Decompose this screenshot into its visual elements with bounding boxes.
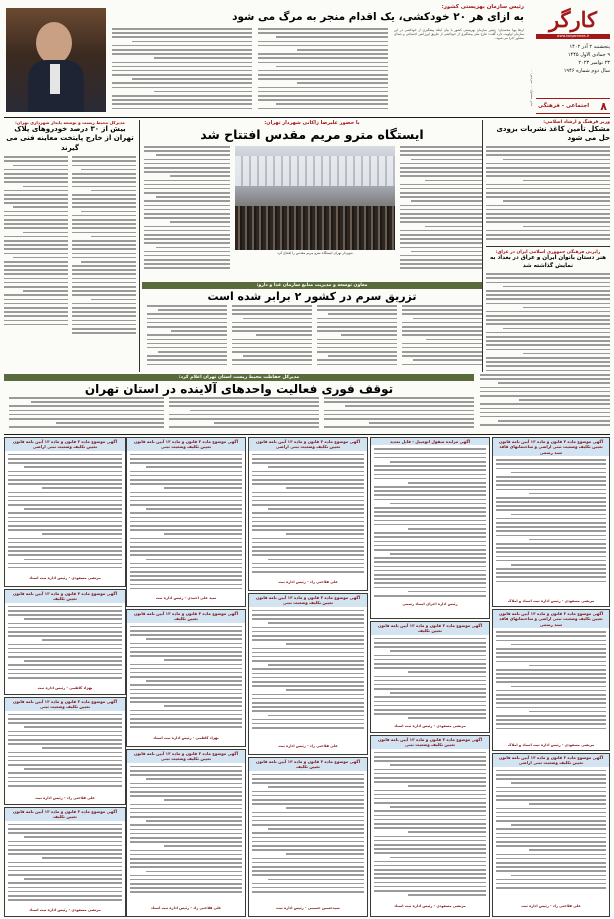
serum-story	[142, 282, 482, 372]
date-block: پنجشنبه ۲ آذر ۱۴۰۲ ۹ جمادی الاول ۱۴۴۵ ۲۳ نوامبر ۲۰۲۳ سال دوم شماره ۱۹۴۶	[563, 44, 610, 74]
ad-notice: آگهی موضوع ماده ۳ قانون و ماده ۱۳ آیین نامه قانون تعیین تکلیف سیدحسین حسینی - رئیس اداره ثبت	[248, 757, 368, 917]
ad-notice: آگهی موضوع ماده ۳ قانون و ماده ۱۳ آیین نامه قانون تعیین تکلیف وضعیت ثبتی علی فلاحتی راد - رئیس اداره ثبت اسناد	[126, 749, 246, 917]
top-story-photo	[6, 8, 106, 112]
side-note: مدیر مسئول: ... سردبیر: ...	[530, 68, 534, 106]
metro-story: با حضور علیرضا زاکانی شهردار تهران: ایستگاه مترو مریم مقدس افتتاح شد شهردار تهران ایستگاه مترو مریم مقدس را افتتاح کرد	[142, 120, 482, 280]
paper-story-headline: مشکل تأمین کاغذ نشریات بزودی حل می شود	[496, 125, 610, 142]
ad-notice: آگهی موضوع ماده ۳ قانون و ماده ۱۳ آیین نامه قانون تعیین تکلیف وضعیت ثبتی مرتضی مسعودی - رئیس اداره ثبت اسناد	[370, 735, 490, 917]
exhibition-headline: هنر دستان بانوان ایران و عراق در بغداد به نمایش گذاشته شد	[490, 255, 606, 269]
masthead	[536, 4, 610, 114]
vehicles-story: مدیرکل محیط زیست و توسعه پایدار شهرداری تهران: بیش از ۳۰ درصد خودروهای پلاک تهران از خارج پایتخت معاینه فنی می گیرند	[4, 120, 140, 372]
logo: کارگر	[548, 6, 598, 32]
metro-photo	[235, 146, 395, 250]
serum-bar: معاون توسعه و مدیریت منابع سازمان غذا و دارو:	[142, 282, 482, 289]
section-label: اجتماعی - فرهنگی	[538, 103, 590, 109]
section-bar	[536, 98, 610, 114]
ad-notice: آگهی موضوع ماده ۳ قانون و ماده ۱۳ آیین نامه قانون تعیین تکلیف وضعیت ثبتی علی فلاحتی راد - رئیس اداره ثبت	[4, 697, 126, 805]
pollution-headline: توقف فوری فعالیت واحدهای آلاینده در استان تهران	[84, 382, 394, 396]
ad-notice: آگهی موضوع ماده ۳ قانون و ماده ۱۳ آیین نامه قانون تعیین تکلیف مرتضی مسعودی - رئیس اداره ثبت اسناد	[4, 807, 126, 917]
ad-notice: آگهی موضوع ماده ۳ قانون و ماده ۱۳ آیین نامه قانون تعیین تکلیف وضعیت ثبتی اراضی علی فلاحتی راد - رئیس اداره ثبت	[248, 437, 368, 591]
pollution-bar: مدیرکل حفاظت محیط زیست استان تهران اعلام کرد:	[4, 374, 474, 381]
vehicles-headline: بیش از ۳۰ درصد خودروهای پلاک تهران از خارج پایتخت معاینه فنی می گیرند	[6, 125, 134, 152]
metro-photo-caption: شهردار تهران ایستگاه مترو مریم مقدس را افتتاح کرد	[277, 251, 353, 255]
ad-notice: آگهی موضوع ماده ۳ قانون و ماده ۱۳ آیین نامه قانون تعیین تکلیف وضعیت ثبتی اراضی و ساختمانهای فاقد سند رسمی مرتضی مسعودی - رئیس اداره ثبت اسناد و املاک	[492, 437, 610, 607]
metro-story-headline: ایستگاه مترو مریم مقدس افتتاح شد	[200, 127, 424, 142]
top-story-kicker: رئیس سازمان بهزیستی کشور:	[441, 4, 524, 10]
ad-notice: آگهی موضوع ماده ۳ قانون و ماده ۱۳ آیین نامه قانون تعیین تکلیف بهزاد کاظمی - رئیس اداره ثبت اسناد	[126, 609, 246, 747]
ad-notice: آگهی مزایده منقول اتومبیل - قابل تمدید رئیس اداره اجرای اسناد رسمی	[370, 437, 490, 619]
pollution-story	[4, 374, 474, 434]
ad-notice: آگهی موضوع ماده ۳ قانون و ماده ۱۳ آیین نامه قانون تعیین تکلیف وضعیت ثبتی علی فلاحتی راد - رئیس اداره ثبت	[248, 593, 368, 755]
top-story	[112, 4, 524, 114]
ad-notice: آگهی موضوع ماده ۳ قانون و ماده ۱۳ آیین نامه قانون تعیین تکلیف مرتضی مسعودی - رئیس اداره ثبت اسناد	[370, 621, 490, 733]
top-story-headline: به ازای هر ۲۰ خودکشی، یک اقدام منجر به مرگ می شود	[232, 11, 524, 23]
paper-story-tail	[480, 374, 610, 432]
paper-story: وزیر فرهنگ و ارشاد اسلامی: مشکل تأمین کاغذ نشریات بزودی حل می شود رایزنی فرهنگی جمهوری اسلامی ایران در عراق: هنر دستان بانوان ایران و عراق در بغداد به نمایش گذاشته شد	[482, 120, 610, 372]
exhibition-box: رایزنی فرهنگی جمهوری اسلامی ایران در عراق: هنر دستان بانوان ایران و عراق در بغداد به نمایش گذاشته شد	[486, 246, 610, 385]
ad-notice: آگهی موضوع ماده ۳ قانون و ماده ۱۳ آیین نامه قانون تعیین تکلیف وضعیت ثبتی اراضی علی فلاحتی راد - رئیس اداره ثبت	[492, 753, 610, 917]
logo-bar: www.kargarnews.ir	[536, 34, 610, 39]
top-story-body: ارتقا پویا محمدیان؛ رئیس سازمان بهزیستی کشور با بیان اینکه پیشگیری از خودکشی در این سازمان اولویت دارد گفت: طرح ملی پیشگیری از خودکشی از طریق اورژانس اجتماعی و صدای مشاور اجرا می شود...	[112, 28, 524, 112]
ad-notice: آگهی موضوع ماده ۳ قانون و ماده ۱۳ آیین نامه قانون تعیین تکلیف وضعیت ثبتی اراضی و ساختمانهای فاقد سند رسمی مرتضی مسعودی - رئیس اداره ثبت اسناد و املاک	[492, 609, 610, 751]
serum-headline: تزریق سرم در کشور ۲ برابر شده است	[207, 290, 417, 303]
ad-notice: آگهی موضوع ماده ۳ قانون و ماده ۱۳ آیین نامه قانون تعیین تکلیف وضعیت ثبتی سید علی احمدی - رئیس اداره ثبت	[126, 437, 246, 607]
ad-notice: آگهی موضوع ماده ۳ قانون و ماده ۱۳ آیین نامه قانون تعیین تکلیف بهزاد کاظمی - رئیس اداره ثبت	[4, 589, 126, 695]
ads-grid	[4, 437, 610, 915]
page-number: ۸	[600, 99, 607, 113]
ad-notice: آگهی موضوع ماده ۳ قانون و ماده ۱۳ آیین نامه قانون تعیین تکلیف وضعیت ثبتی اراضی مرتضی مسعودی - رئیس اداره ثبت اسناد	[4, 437, 126, 587]
